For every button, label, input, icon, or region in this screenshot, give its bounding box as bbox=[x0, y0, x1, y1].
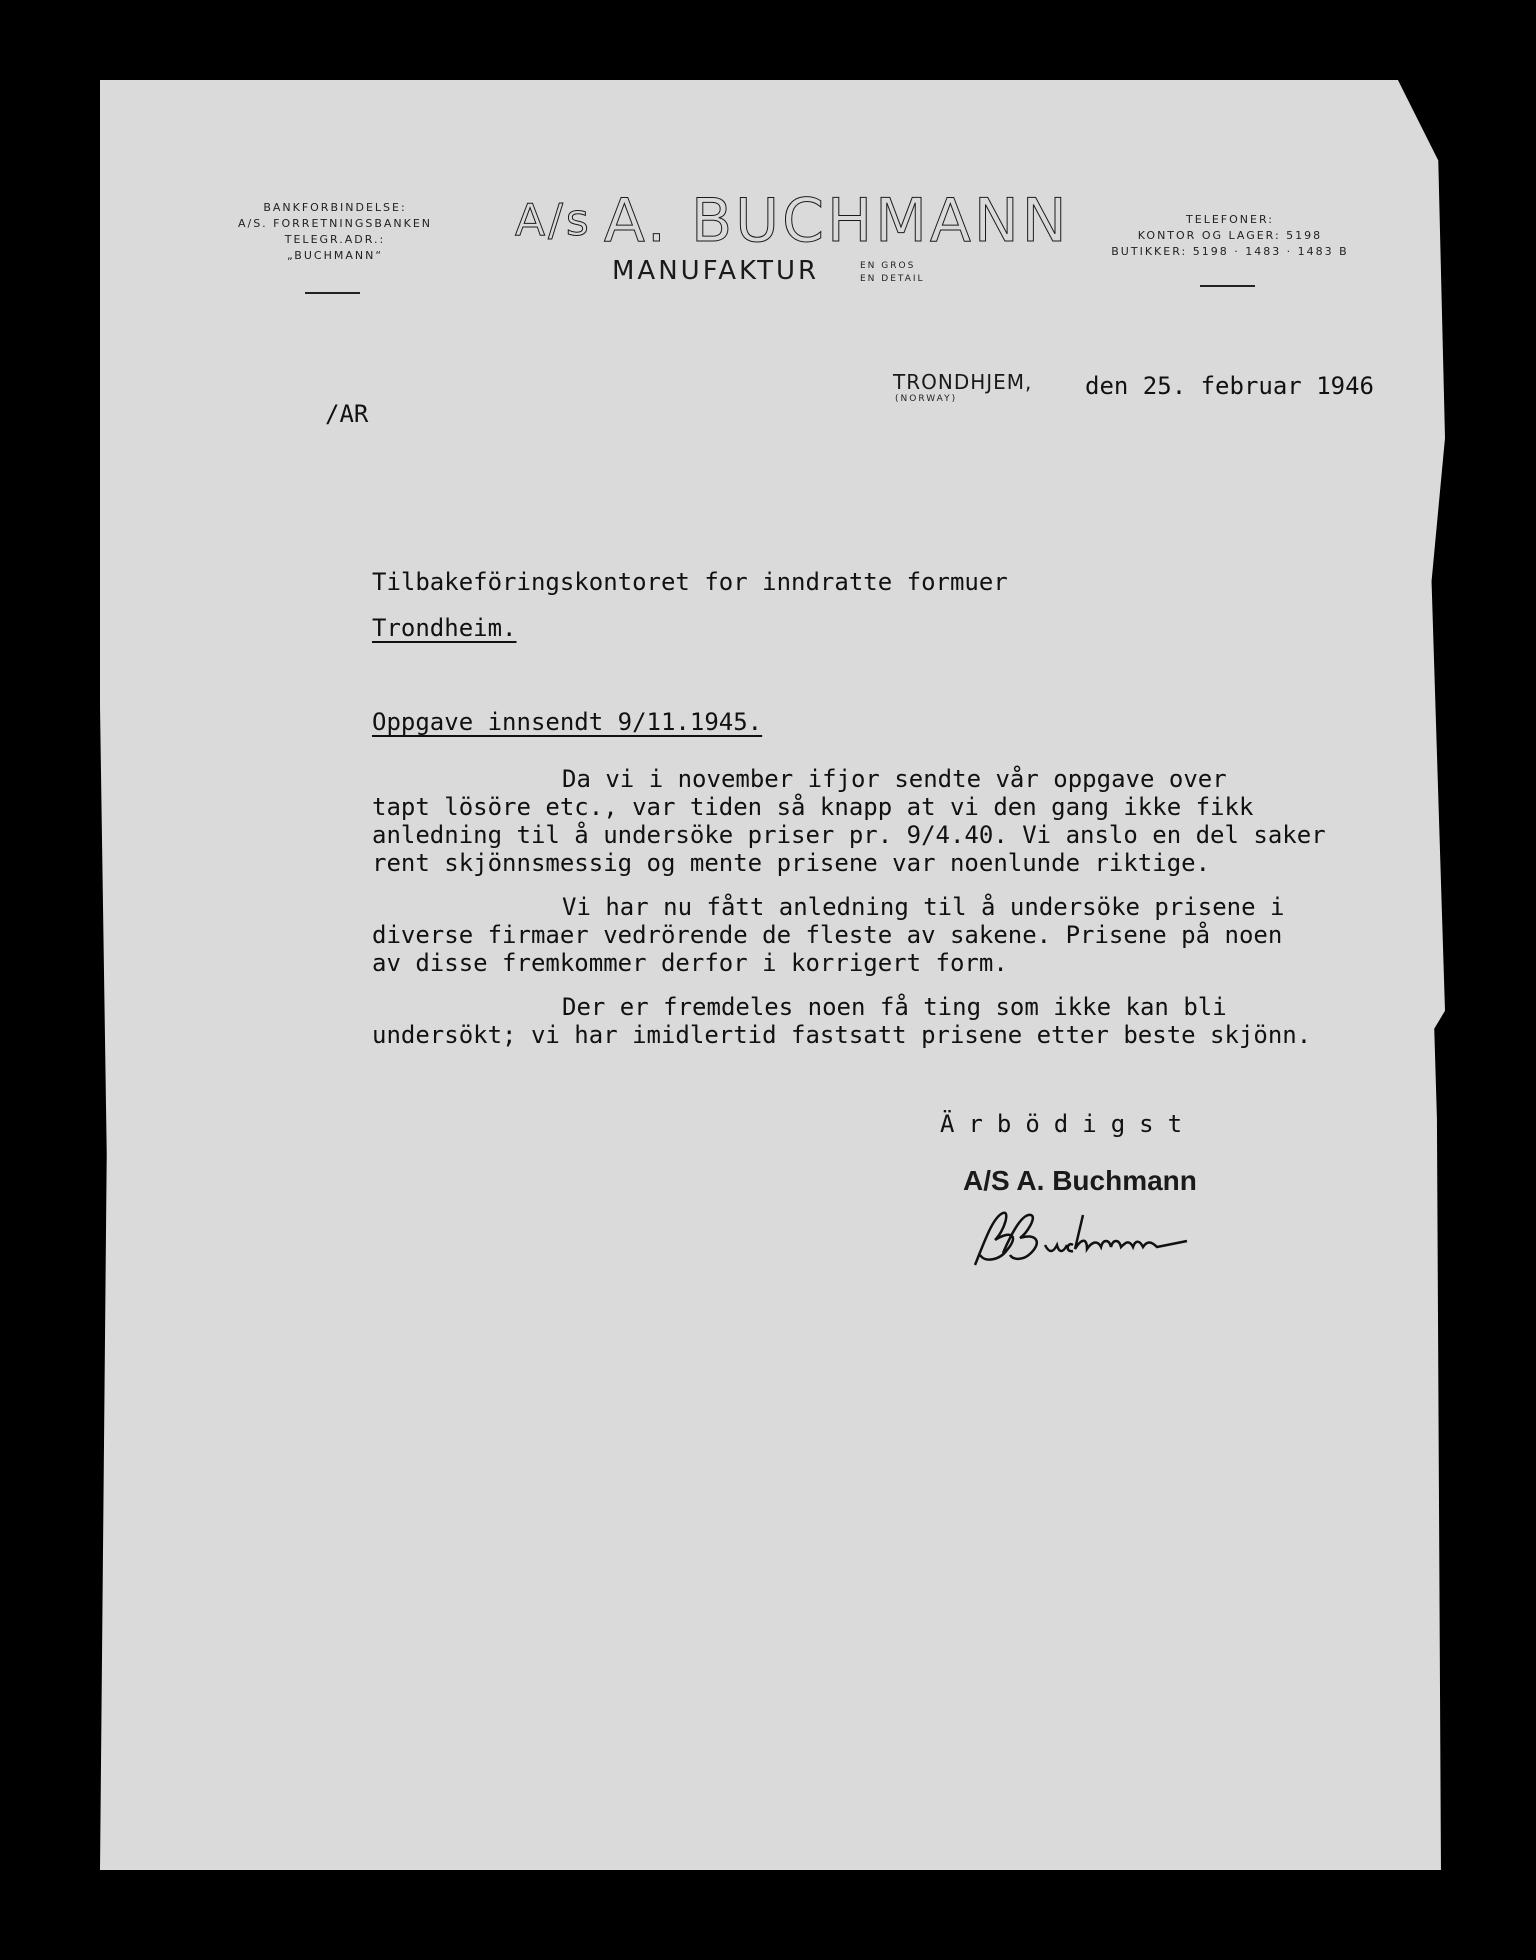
city: TRONDHJEM, bbox=[893, 370, 1033, 394]
text-line: diverse firmaer vedrörende de fleste av sakene. Prisene på noen bbox=[372, 921, 1283, 949]
signature bbox=[965, 1205, 1235, 1275]
company-stamp: A/S A. Buchmann bbox=[963, 1165, 1197, 1196]
company-logo bbox=[515, 186, 1070, 256]
text-line: Der er fremdeles noen få ting som ikke kan bli bbox=[562, 993, 1227, 1021]
subject-line: Oppgave innsendt 9/11.1945. bbox=[372, 708, 763, 736]
recipient-city: Trondheim. bbox=[372, 614, 517, 642]
phone-info bbox=[1095, 212, 1365, 260]
recipient-name: Tilbakeföringskontoret for inndratte formuer bbox=[372, 568, 1008, 596]
company-name: A. BUCHMANN bbox=[603, 186, 1070, 256]
country: (NORWAY) bbox=[895, 394, 958, 404]
bank-label: BANKFORBINDELSE: bbox=[263, 201, 407, 214]
text-line: Vi har nu fått anledning til å undersöke prisene i bbox=[562, 893, 1285, 921]
reference-code: /AR bbox=[325, 400, 369, 428]
right-divider bbox=[1200, 285, 1255, 287]
shop-phone: BUTIKKER: 5198 · 1483 · 1483 B bbox=[1111, 245, 1349, 258]
trade-retail: EN DETAIL bbox=[860, 274, 925, 284]
text-line: rent skjönnsmessig og mente prisene var noenlunde riktige. bbox=[372, 849, 1211, 877]
text-line: anledning til å undersöke priser pr. 9/4.40. Vi anslo en del saker bbox=[372, 821, 1326, 849]
company-prefix: A/s bbox=[515, 195, 592, 246]
text-line: tapt lösöre etc., var tiden så knapp at vi den gang ikke fikk bbox=[372, 793, 1254, 821]
bank-name: A/S. FORRETNINGSBANKEN bbox=[237, 217, 433, 230]
bank-info bbox=[215, 200, 455, 264]
telegram-address: „BUCHMANN“ bbox=[286, 249, 384, 262]
telegram-label: TELEGR.ADR.: bbox=[284, 233, 386, 246]
text-line: undersökt; vi har imidlertid fastsatt prisene etter beste skjönn. bbox=[372, 1021, 1312, 1049]
closing: Ärbödigst bbox=[940, 1110, 1197, 1138]
paragraph-2 bbox=[372, 893, 1284, 977]
company-subtitle: MANUFAKTUR bbox=[612, 256, 820, 286]
paragraph-1 bbox=[372, 765, 1326, 877]
text-line: av disse fremkommer derfor i korrigert form. bbox=[372, 949, 1008, 977]
left-divider bbox=[305, 292, 360, 294]
letter-date: den 25. februar 1946 bbox=[1085, 372, 1374, 400]
trade-wholesale: EN GROS bbox=[860, 261, 916, 271]
trade-type bbox=[860, 260, 925, 286]
office-phone: KONTOR OG LAGER: 5198 bbox=[1137, 229, 1323, 242]
text-line: Da vi i november ifjor sendte vår oppgave over bbox=[562, 765, 1227, 793]
paragraph-3 bbox=[372, 993, 1311, 1049]
phone-label: TELEFONER: bbox=[1186, 213, 1274, 226]
